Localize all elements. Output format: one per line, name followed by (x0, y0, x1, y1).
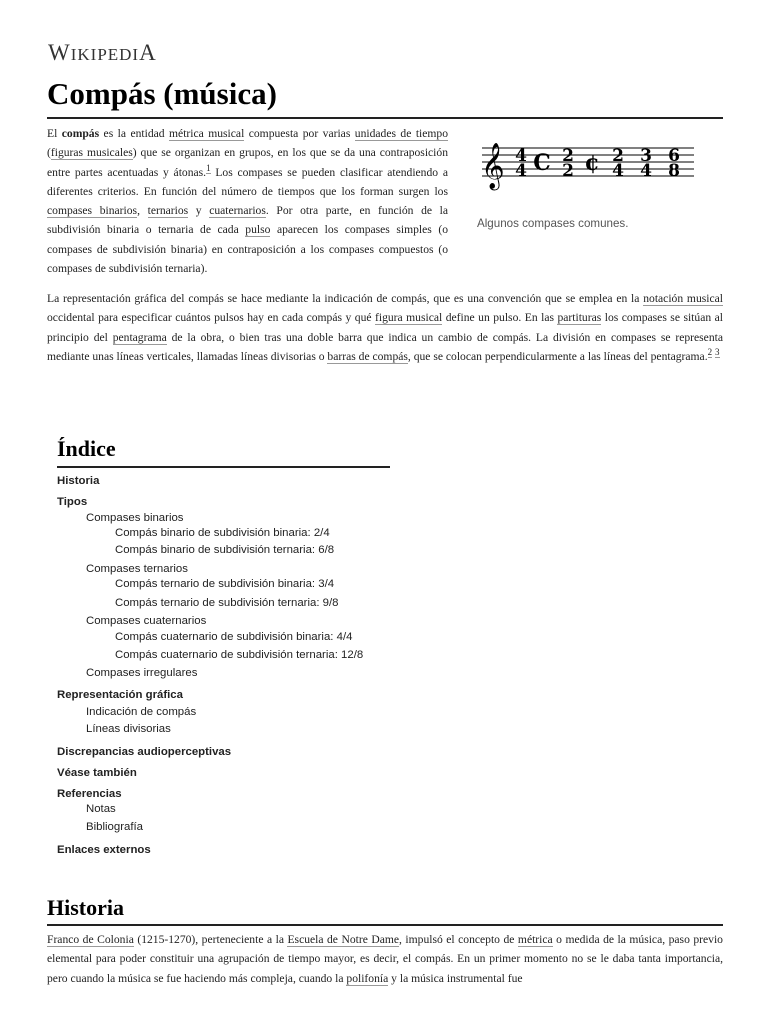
link-barras-de-compas[interactable]: barras de compás (327, 349, 408, 363)
toc-title: Índice (57, 436, 116, 461)
body-paragraph-1: La representación gráfica del compás se hace mediante la indicación de compás, que es una convención que se emplea en la notación musical occidental para especificar cuántos pulsos hay en cada compás y qué figura musical define un pulso. En las partituras los compases se sitúan al principio del pentagrama de la obra, o bien tras una doble barra que indica un cambio de compás. La división en compases se representa mediante unas líneas verticales, llamadas líneas divisorias o barras de compás, que se colocan perpendicularmente a las líneas del pentagrama.$^2$ $^3$ (47, 292, 723, 363)
treble-clef-icon: 𝄞 (481, 143, 505, 189)
toc-item[interactable]: Compás binario de subdivisión binaria: 2/4 (115, 527, 330, 539)
link-franco-de-colonia[interactable]: Franco de Colonia (47, 933, 134, 946)
toc-item[interactable]: Compases ternarios (86, 563, 188, 575)
time-signature-bottom: 4 (515, 161, 527, 181)
toc-item[interactable]: Compás ternario de subdivisión binaria: 3/4 (115, 578, 335, 590)
time-signature-bottom: 4 (612, 161, 624, 181)
link-partituras[interactable]: partituras (557, 311, 602, 325)
link-cuaternarios[interactable]: cuaternarios (209, 204, 266, 218)
toc-rule (57, 466, 390, 468)
time-signatures-image (476, 136, 716, 196)
time-signatures-figure[interactable] (476, 136, 726, 196)
toc-item[interactable]: Compás binario de subdivisión ternaria: 6/8 (115, 544, 335, 556)
toc-item[interactable]: Tipos (57, 496, 88, 508)
time-signature-top: 6 (668, 146, 680, 166)
link-pentagrama[interactable]: pentagrama (112, 330, 167, 344)
link-polifonia[interactable]: polifonía (346, 971, 389, 985)
link-unidades-de-tiempo[interactable]: unidades de tiempo (354, 127, 449, 140)
link-compases-binarios[interactable]: compases binarios (47, 204, 138, 218)
toc-item[interactable]: Compases binarios (86, 512, 184, 524)
link-escuela-de-notre-dame[interactable]: Escuela de Notre Dame (287, 933, 400, 946)
time-signature-top: 2 (612, 146, 624, 166)
figure-caption: Algunos compases comunes. (477, 217, 629, 230)
wikipedia-wordmark[interactable] (48, 40, 157, 66)
toc-item[interactable]: Compás ternario de subdivisión ternaria: 9/8 (115, 597, 339, 609)
time-signature-bottom: 8 (668, 161, 680, 181)
toc-item[interactable]: Referencias (57, 788, 122, 800)
historia-paragraph: Franco de Colonia (1215-1270), perteneciente a la Escuela de Notre Dame, impulsó el concepto de métrica o medida de la música, paso previo elemental para poder constituir una agrupación de tiempo mayor, es decir, el compás. En un primer momento no se le daba tanta importancia, pero cuando la música se fue haciendo más compleja, cuando la polifonía y la música instrumental fue (47, 933, 723, 985)
link-ternarios[interactable]: ternarios (147, 204, 189, 218)
wordmark-last-letter: A (139, 40, 157, 65)
time-signature-top: 4 (515, 146, 527, 166)
toc-item[interactable]: Indicación de compás (86, 706, 197, 718)
bold-term: compás (61, 127, 100, 140)
link-pulso[interactable]: pulso (245, 223, 271, 237)
toc-item[interactable]: Véase también (57, 767, 137, 779)
time-signature-bottom: 2 (562, 161, 574, 181)
time-signature-symbol: C (533, 150, 551, 176)
time-signature-bottom: 4 (640, 161, 652, 181)
section-rule (47, 924, 723, 926)
toc-item[interactable]: Enlaces externos (57, 844, 151, 856)
section-heading-historia: Historia (47, 895, 124, 920)
page-title: Compás (música) (47, 76, 277, 111)
reference-3[interactable]: 3 (715, 347, 720, 358)
toc-item[interactable]: Compases irregulares (86, 667, 198, 679)
reference-2[interactable]: 2 (707, 347, 713, 358)
time-signature-symbol: ¢ (584, 150, 600, 176)
toc-item[interactable]: Discrepancias audioperceptivas (57, 746, 232, 758)
wordmark-first-letter: W (48, 40, 71, 65)
time-signature-top: 2 (562, 146, 574, 166)
toc-item[interactable]: Compás cuaternario de subdivisión binaria: 4/4 (115, 631, 353, 643)
link-figura-musical[interactable]: figura musical (375, 311, 443, 325)
title-rule (47, 117, 723, 119)
link-metrica-musical[interactable]: métrica musical (169, 127, 245, 140)
link-figuras-musicales[interactable]: figuras musicales (50, 146, 133, 160)
link-metrica[interactable]: métrica (517, 933, 553, 946)
toc-item[interactable]: Historia (57, 475, 100, 487)
lead-paragraph: El compás es la entidad métrica musical compuesta por varias unidades de tiempo (figuras musicales) que se organizan en grupos, en los que se da una contraposición entre partes acentuadas y átonas.$^1$ Los compases se pueden clasificar atendiendo a diferentes criterios. En función del número de tiempos que los forman surgen los compases binarios, ternarios y cuaternarios. Por otra parte, en función de la subdivisión binaria o ternaria de cada pulso aparecen los compases simples (o compases de subdivisión binaria) en contraposición a los compases compuestos (o compases de subdivisión ternaria). (47, 127, 449, 276)
toc-item[interactable]: Notas (86, 803, 116, 815)
wordmark-middle: IKIPEDI (70, 45, 140, 64)
link-notacion-musical[interactable]: notación musical (643, 292, 723, 305)
toc-item[interactable]: Líneas divisorias (86, 723, 171, 735)
toc-item[interactable]: Compases cuaternarios (86, 615, 207, 627)
toc-item[interactable]: Bibliografía (86, 821, 143, 833)
reference-1[interactable]: 1 (206, 162, 211, 173)
toc-item[interactable]: Representación gráfica (57, 689, 183, 701)
toc-item[interactable]: Compás cuaternario de subdivisión ternaria: 12/8 (115, 649, 364, 661)
time-signature-top: 3 (640, 146, 652, 166)
